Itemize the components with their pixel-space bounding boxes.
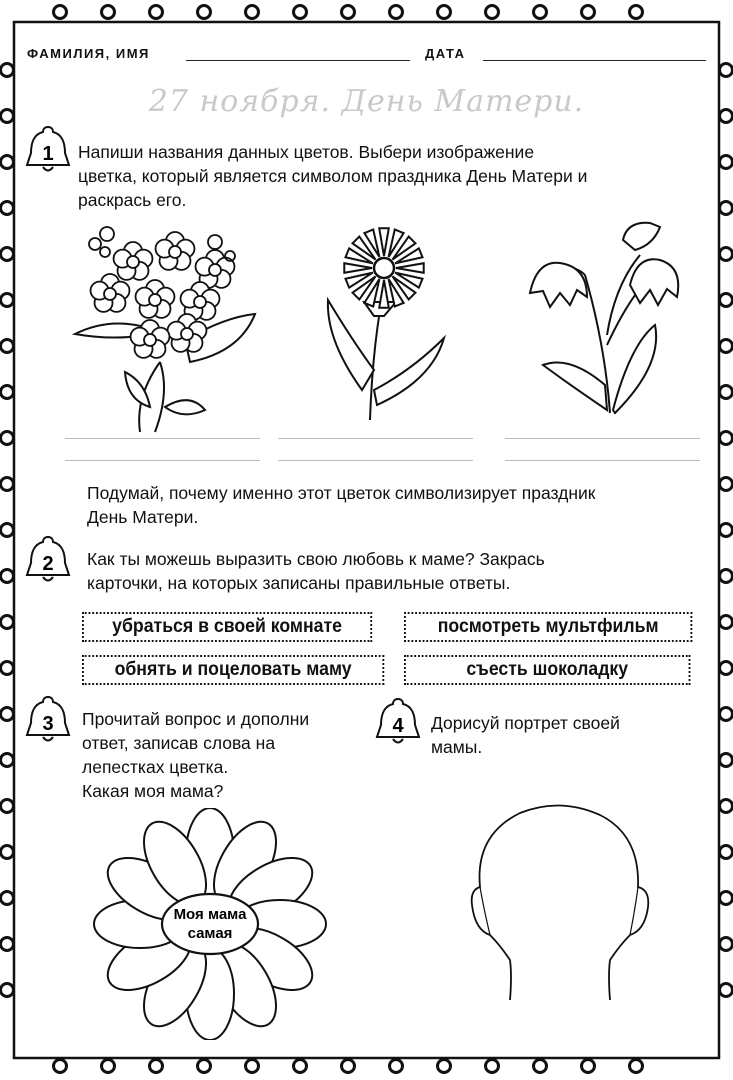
- border-ring: [150, 6, 163, 19]
- date-label: ДАТА: [425, 46, 466, 61]
- task1-line2: цветка, который является символом праздника День Матери и: [78, 166, 588, 186]
- name-line[interactable]: [186, 60, 410, 61]
- daisy-illustration[interactable]: [70, 808, 350, 1040]
- border-ring: [1, 754, 14, 767]
- border-ring: [1, 340, 14, 353]
- border-ring: [720, 524, 733, 537]
- border-ring: [1, 938, 14, 951]
- task3-line3: лепестках цветка.: [82, 757, 229, 777]
- border-ring: [720, 432, 733, 445]
- border-ring: [720, 708, 733, 721]
- border-ring: [1, 386, 14, 399]
- border-ring: [1, 800, 14, 813]
- task1-line3: раскрась его.: [78, 190, 187, 210]
- flower-center: [209, 264, 221, 276]
- answer-line[interactable]: [505, 438, 700, 439]
- ray-petal: [396, 263, 424, 273]
- border-ring: [720, 892, 733, 905]
- border-ring: [1, 202, 14, 215]
- border-ring: [1, 984, 14, 997]
- answer-line[interactable]: [278, 460, 473, 461]
- border-ring: [534, 1060, 547, 1073]
- answer-card[interactable]: посмотреть мультфильм: [404, 612, 692, 642]
- task2-line1: Как ты можешь выразить свою любовь к маме? Закрась: [87, 549, 545, 569]
- task3-line2: ответ, записав слова на: [82, 733, 276, 753]
- border-ring: [630, 1060, 643, 1073]
- flower-center: [144, 334, 156, 346]
- cornflower-illustration[interactable]: [322, 220, 452, 425]
- border-ring: [720, 800, 733, 813]
- daisy-center-line2: самая: [187, 925, 233, 942]
- flower-center: [181, 328, 193, 340]
- border-ring: [390, 1060, 403, 1073]
- task4-line1: Дорисуй портрет своей: [431, 713, 620, 733]
- think-line2: День Матери.: [87, 507, 199, 527]
- border-ring: [720, 662, 733, 675]
- border-ring: [1, 662, 14, 675]
- bell-icon: [372, 695, 424, 747]
- border-ring: [294, 6, 307, 19]
- border-ring: [720, 984, 733, 997]
- answer-line[interactable]: [505, 460, 700, 461]
- bell-icon: [22, 123, 74, 175]
- border-ring: [582, 6, 595, 19]
- border-ring: [438, 1060, 451, 1073]
- border-ring: [486, 6, 499, 19]
- task2-text: [87, 547, 545, 595]
- border-ring: [198, 6, 211, 19]
- name-label: ФАМИЛИЯ, ИМЯ: [27, 46, 150, 61]
- border-ring: [720, 340, 733, 353]
- border-ring: [246, 1060, 259, 1073]
- ray-petal: [344, 263, 372, 273]
- border-ring: [720, 64, 733, 77]
- answer-card[interactable]: обнять и поцеловать маму: [82, 655, 384, 685]
- think-text: [87, 481, 595, 529]
- border-ring: [1, 616, 14, 629]
- flower-center: [149, 294, 161, 306]
- answer-line[interactable]: [65, 438, 260, 439]
- border-ring: [720, 478, 733, 491]
- border-ring: [1, 524, 14, 537]
- border-ring: [720, 754, 733, 767]
- border-ring: [486, 1060, 499, 1073]
- ray-petal: [379, 280, 389, 308]
- border-ring: [1, 64, 14, 77]
- border-ring: [438, 6, 451, 19]
- flower-center: [194, 296, 206, 308]
- border-ring: [1, 708, 14, 721]
- face-outline[interactable]: [460, 795, 660, 1010]
- border-ring: [102, 1060, 115, 1073]
- task-number-3: 3: [42, 713, 54, 735]
- date-line[interactable]: [483, 60, 706, 61]
- answer-line[interactable]: [278, 438, 473, 439]
- task-number-4: 4: [392, 715, 404, 737]
- border-ring: [720, 294, 733, 307]
- task3-line1: Прочитай вопрос и дополни: [82, 709, 310, 729]
- answer-card[interactable]: убраться в своей комнате: [82, 612, 372, 642]
- forget-me-not-illustration[interactable]: [65, 222, 265, 437]
- border-ring: [1, 432, 14, 445]
- border-ring: [720, 248, 733, 261]
- border-ring: [1, 294, 14, 307]
- lily-of-the-valley-illustration[interactable]: [515, 215, 690, 420]
- task4-line2: мамы.: [431, 737, 483, 757]
- border-ring: [54, 6, 67, 19]
- border-ring: [390, 6, 403, 19]
- border-ring: [720, 386, 733, 399]
- task1-line1: Напиши названия данных цветов. Выбери изображение: [78, 142, 535, 162]
- border-ring: [720, 938, 733, 951]
- border-ring: [54, 1060, 67, 1073]
- ray-petal: [379, 228, 389, 256]
- flower-center: [104, 288, 116, 300]
- border-ring: [1, 248, 14, 261]
- border-ring: [246, 6, 259, 19]
- border-ring: [1, 570, 14, 583]
- answer-card[interactable]: съесть шоколадку: [404, 655, 690, 685]
- border-ring: [720, 616, 733, 629]
- flower-center: [127, 256, 139, 268]
- daisy-center-line1: Моя мама: [173, 906, 247, 923]
- border-ring: [1, 892, 14, 905]
- border-ring: [720, 156, 733, 169]
- border-ring: [582, 1060, 595, 1073]
- answer-line[interactable]: [65, 460, 260, 461]
- page-title: 27 ноября. День Матери.: [148, 84, 585, 119]
- task-number-2: 2: [42, 553, 54, 575]
- border-ring: [720, 846, 733, 859]
- border-ring: [630, 6, 643, 19]
- task3-text: [82, 707, 309, 803]
- border-ring: [342, 6, 355, 19]
- task-number-1: 1: [42, 143, 54, 165]
- task4-text: [431, 711, 620, 759]
- border-ring: [720, 570, 733, 583]
- border-ring: [1, 478, 14, 491]
- bell-icon: [22, 533, 74, 585]
- border-ring: [1, 156, 14, 169]
- bell-icon: [22, 693, 74, 745]
- border-ring: [102, 6, 115, 19]
- think-line1: Подумай, почему именно этот цветок символизирует праздник: [87, 483, 596, 503]
- border-ring: [150, 1060, 163, 1073]
- flower-center: [169, 246, 181, 258]
- border-ring: [342, 1060, 355, 1073]
- task3-line4: Какая моя мама?: [82, 781, 224, 801]
- border-ring: [198, 1060, 211, 1073]
- task1-text: [78, 140, 587, 212]
- border-ring: [720, 202, 733, 215]
- task2-line2: карточки, на которых записаны правильные ответы.: [87, 573, 511, 593]
- border-ring: [534, 6, 547, 19]
- border-ring: [294, 1060, 307, 1073]
- border-ring: [1, 846, 14, 859]
